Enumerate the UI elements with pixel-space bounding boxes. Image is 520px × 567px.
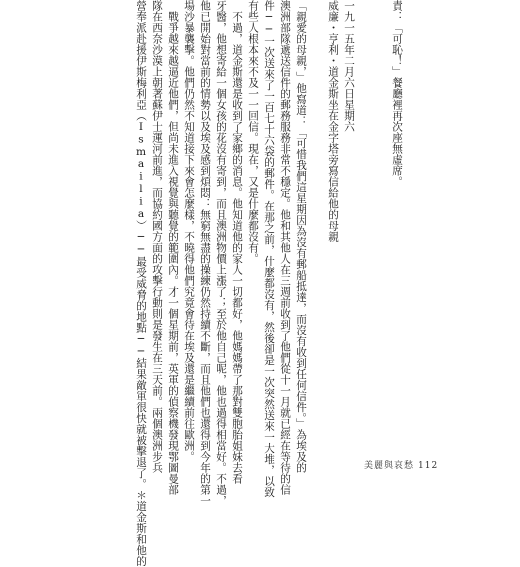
- text-line: 不過，道金斯還是收到了家鄉的消息。他知道他的家人一切都好，他媽媽帶了那對雙胞胎姐妹去看: [231, 0, 243, 484]
- text-line: 有些人根本來不及一一回信。現在，又是什麼都沒有。: [247, 0, 259, 264]
- text-line: 牙醫，他想寄給一個女孩的花沒有寄到，而且澳洲物價上漲了；至於他自己呢，他也過得相當好。不過，: [215, 0, 227, 506]
- text-line: 場沙暴襲擊。他們仍然不知道接下來會怎麼樣，不曉得他們究竟會待在埃及還是繼續前往歐洲。: [183, 0, 195, 462]
- entry-heading: 威廉・亨利・道金斯坐在金字塔旁寫信給他的母親: [327, 0, 339, 242]
- text-line: 營奉派赴援伊斯梅利亞（Ismailia）──最受威脅的地點──結果敵軍很快就被擊退了。＊道金斯和他的: [135, 0, 147, 567]
- text-line: 「親愛的母親，」他寫道：「可惜我們這星期因為沒有郵船抵達，而沒有收到任何信件。」為埃及的: [295, 0, 307, 474]
- text-line: 隊在西奈沙漠上朝著蘇伊士運河前進，而協約國方面的攻擊行動則是發生在三天前。兩個澳洲步兵: [151, 0, 163, 473]
- entry-date: 一九一五年二月六日星期六: [343, 0, 355, 132]
- text-line: 戰爭越來越逼近他們，但尚未進入視覺與聽覺的範圍內。才一個星期前，英軍的偵察機發現鄂圖曼部: [167, 0, 179, 495]
- text-line: 澳洲部隊遞送信件的郵務服務非常不穩定。他和其他人在三週前收到了他們從十一月就已經在等待的信: [279, 0, 291, 495]
- text-line: 件──一次送來了一百七十六袋的郵件。在那之前，什麼都沒有，然後卻是一次突然送來一大堆，以致: [263, 0, 275, 498]
- page-footer: [364, 458, 442, 471]
- page-number: 112: [418, 461, 439, 471]
- text-line: 他已開始對當前的情勢以及埃及感到煩悶：無窮無盡的操練仍然持續不斷，而且他們也還得到今年的第一: [199, 0, 211, 506]
- text-line: 責：「可恥！」餐廳裡再次座無虛席。: [391, 0, 403, 187]
- book-title: 美麗與哀愁: [364, 461, 415, 471]
